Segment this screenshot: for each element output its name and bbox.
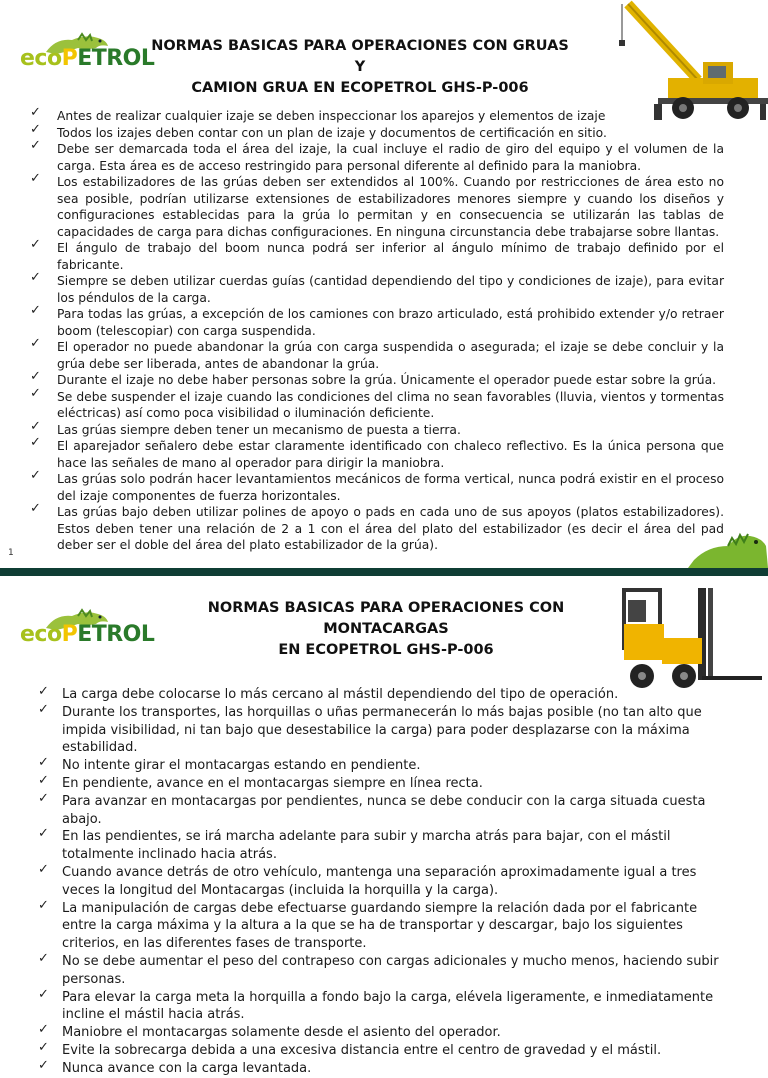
list-item-text: Antes de realizar cualquier izaje se deben inspeccionar los aparejos y elementos de izaje — [57, 109, 606, 123]
list-item — [38, 686, 730, 704]
iguana-decoration-icon — [688, 516, 768, 568]
list-item-text: Se debe suspender el izaje cuando las condiciones del clima no sean favorables (lluvia, vientos y tormentas eléctricas) así como poca visibilidad o iluminación deficiente. — [57, 389, 724, 420]
list-item-text: La carga debe colocarse lo más cercano al mástil dependiendo del tipo de operación. — [62, 687, 619, 702]
list-item-text: Debe ser demarcada toda el área del izaje, la cual incluye el radio de giro del equipo y el volumen de la carga. Esta área es de acceso restringido para personal diferente al definido para la maniobra. — [57, 142, 724, 173]
title-line-2: CAMION GRUA EN ECOPETROL GHS-P-006 — [191, 80, 529, 96]
logo-text-p: P — [61, 622, 78, 647]
checkmark-icon: ✓ — [30, 501, 41, 516]
list-item-text: El operador no puede abandonar la grúa con carga suspendida o asegurada; el izaje se debe concluir y la grúa debe ser liberada, antes de abandonar la grúa. — [57, 340, 724, 371]
slide-montacargas — [0, 576, 768, 1076]
checkmark-icon: ✓ — [30, 369, 41, 384]
checkmark-icon: ✓ — [30, 105, 41, 120]
slide-separator — [0, 568, 768, 576]
checkmark-icon: ✓ — [38, 701, 49, 717]
list-item-text: Para elevar la carga meta la horquilla a fondo bajo la carga, elévela ligeramente, e inmediatamente incline el mástil hacia atrás. — [62, 989, 714, 1023]
list-item-text: Maniobre el montacargas solamente desde el asiento del operador. — [62, 1025, 501, 1041]
checkmark-icon: ✓ — [30, 435, 41, 450]
list-item-text: No se debe aumentar el peso del contrapeso con cargas adicionales y mucho menos, haciendo subir personas. — [62, 953, 719, 987]
list-item — [38, 986, 730, 1025]
list-item — [30, 435, 724, 471]
checkmark-icon: ✓ — [30, 121, 41, 137]
list-item — [30, 303, 724, 339]
list-item-text: En pendiente, avance en el montacargas siempre en línea recta. — [62, 775, 483, 791]
list-item-text: La manipulación de cargas debe efectuarse guardando siempre la relación dada por el fabricante entre la carga máxima y la altura a la que se ha de transportar y descargar, bajo los siguientes criterios, en las diferentes fases de transporte. — [62, 900, 698, 952]
page-title — [150, 598, 622, 661]
title-line-2: EN ECOPETROL GHS-P-006 — [278, 642, 494, 658]
checkmark-icon: ✓ — [30, 418, 41, 434]
list-item-text: Para avanzar en montacargas por pendientes, nunca se debe conducir con la carga situada cuesta abajo. — [62, 793, 706, 827]
forklift-image — [614, 580, 764, 695]
checkmark-icon: ✓ — [38, 790, 49, 806]
list-item — [38, 897, 730, 953]
list-item-text: El aparejador señalero debe estar claramente identificado con chaleco reflectivo. Es la única persona que hace las señales de mano al operador para dirigir la maniobra. — [57, 439, 724, 470]
list-item — [30, 171, 724, 240]
list-item — [30, 121, 724, 142]
checkmark-icon: ✓ — [38, 772, 49, 788]
list-item — [30, 369, 724, 389]
list-item-text: Siempre se deben utilizar cuerdas guías (cantidad dependiendo del tipo y condiciones de izaje), para evitar los péndulos de la carga. — [57, 274, 724, 305]
crane-rules-list — [30, 105, 724, 554]
list-item — [38, 828, 730, 864]
list-item — [38, 1039, 730, 1060]
crane-image — [598, 0, 768, 125]
list-item — [30, 468, 724, 504]
list-item — [38, 772, 730, 793]
checkmark-icon: ✓ — [38, 755, 49, 771]
list-item-text: No intente girar el montacargas estando en pendiente. — [62, 758, 421, 774]
checkmark-icon: ✓ — [30, 270, 41, 285]
checkmark-icon: ✓ — [38, 986, 49, 1002]
list-item-text: Las grúas solo podrán hacer levantamientos mecánicos de forma vertical, nunca podrá existir en el proceso del izaje componentes de fuerza horizontales. — [57, 472, 724, 503]
list-item-text: Durante el izaje no debe haber personas sobre la grúa. Únicamente el operador puede estar sobre la grúa. — [57, 373, 717, 387]
checkmark-icon: ✓ — [38, 826, 49, 842]
checkmark-icon: ✓ — [30, 385, 41, 401]
logo-text-eco: eco — [20, 46, 62, 71]
list-item-text: Nunca avance con la carga levantada. — [62, 1060, 312, 1076]
list-item-text: Las grúas bajo deben utilizar polines de apoyo o pads en cada uno de sus apoyos (platos estabilizadores). Estos deben tener una relación de 2 a 1 con el área del plato del estabilizador (es decir el área del pad deber ser el doble del área del plato estabilizador de la grúa). — [57, 505, 724, 552]
forklift-rules-list — [38, 686, 730, 1078]
checkmark-icon: ✓ — [38, 1039, 49, 1055]
logo-text-etrol: ETROL — [77, 622, 155, 647]
checkmark-icon: ✓ — [30, 468, 41, 483]
checkmark-icon: ✓ — [38, 1022, 49, 1038]
list-item — [30, 138, 724, 174]
list-item — [30, 105, 724, 125]
title-line-1: NORMAS BASICAS PARA OPERACIONES CON MONTACARGAS — [207, 600, 565, 637]
list-item — [38, 861, 730, 900]
ecopetrol-logo — [20, 30, 155, 71]
checkmark-icon: ✓ — [38, 1057, 49, 1073]
list-item-text: Cuando avance detrás de otro vehículo, mantenga una separación aproximadamente igual a tres veces la longitud del Montacargas (incluida la horquilla y la carga). — [62, 864, 697, 898]
logo-text-p: P — [61, 46, 78, 71]
checkmark-icon: ✓ — [30, 171, 41, 186]
list-item-text: En las pendientes, se irá marcha adelante para subir y marcha atrás para bajar, con el mástil totalmente inclinado hacia atrás. — [62, 829, 671, 863]
list-item — [38, 1024, 730, 1042]
ecopetrol-logo — [20, 606, 155, 647]
page-number: 1 — [8, 548, 14, 558]
list-item — [30, 270, 724, 306]
list-item — [30, 336, 724, 372]
list-item-text: Todos los izajes deben contar con un plan de izaje y documentos de certificación en sitio. — [57, 125, 607, 140]
checkmark-icon: ✓ — [38, 950, 49, 966]
list-item — [30, 385, 724, 422]
checkmark-icon: ✓ — [30, 138, 41, 153]
logo-text-eco: eco — [20, 622, 62, 647]
logo-text-etrol: ETROL — [77, 46, 155, 71]
list-item — [38, 757, 730, 775]
checkmark-icon: ✓ — [38, 684, 49, 699]
checkmark-icon: ✓ — [38, 897, 49, 913]
list-item-text: El ángulo de trabajo del boom nunca podrá ser inferior al ángulo mínimo de trabajo definido por el fabricante. — [57, 241, 724, 272]
list-item — [30, 501, 724, 554]
list-item — [38, 950, 730, 989]
checkmark-icon: ✓ — [30, 336, 41, 351]
list-item-text: Las grúas siempre deben tener un mecanismo de puesta a tierra. — [57, 422, 461, 437]
list-item-text: Para todas las grúas, a excepción de los camiones con brazo articulado, está prohibido extender y/o retraer boom (telescopiar) con carga suspendida. — [57, 307, 724, 338]
list-item-text: Los estabilizadores de las grúas deben ser extendidos al 100%. Cuando por restricciones de área esto no sea posible, podrían utilizarse extensiones de estabilizadores menores siempre y cuando los diseños y configuraciones establecidas para la grúa lo permitan y en consecuencia se utilizarán las tablas de capacidades de carga para dichas configuraciones. En ninguna circunstancia debe trabajarse sobre llantas. — [57, 175, 724, 239]
list-item — [30, 418, 724, 439]
checkmark-icon: ✓ — [30, 303, 41, 318]
list-item — [38, 701, 730, 757]
list-item — [38, 790, 730, 829]
checkmark-icon: ✓ — [30, 237, 41, 252]
list-item — [30, 237, 724, 273]
checkmark-icon: ✓ — [38, 861, 49, 877]
title-line-1: NORMAS BASICAS PARA OPERACIONES CON GRUAS Y — [151, 38, 569, 75]
page-title — [150, 36, 570, 99]
list-item-text: Evite la sobrecarga debida a una excesiva distancia entre el centro de gravedad y el mástil. — [62, 1042, 662, 1058]
list-item-text: Durante los transportes, las horquillas o uñas permanecerán lo más bajas posible (no tan alto que impida visibilidad, ni tan bajo que desestabilice la carga) para poder desplazarse con la máxima estabilidad. — [62, 704, 702, 756]
list-item — [38, 1057, 730, 1078]
